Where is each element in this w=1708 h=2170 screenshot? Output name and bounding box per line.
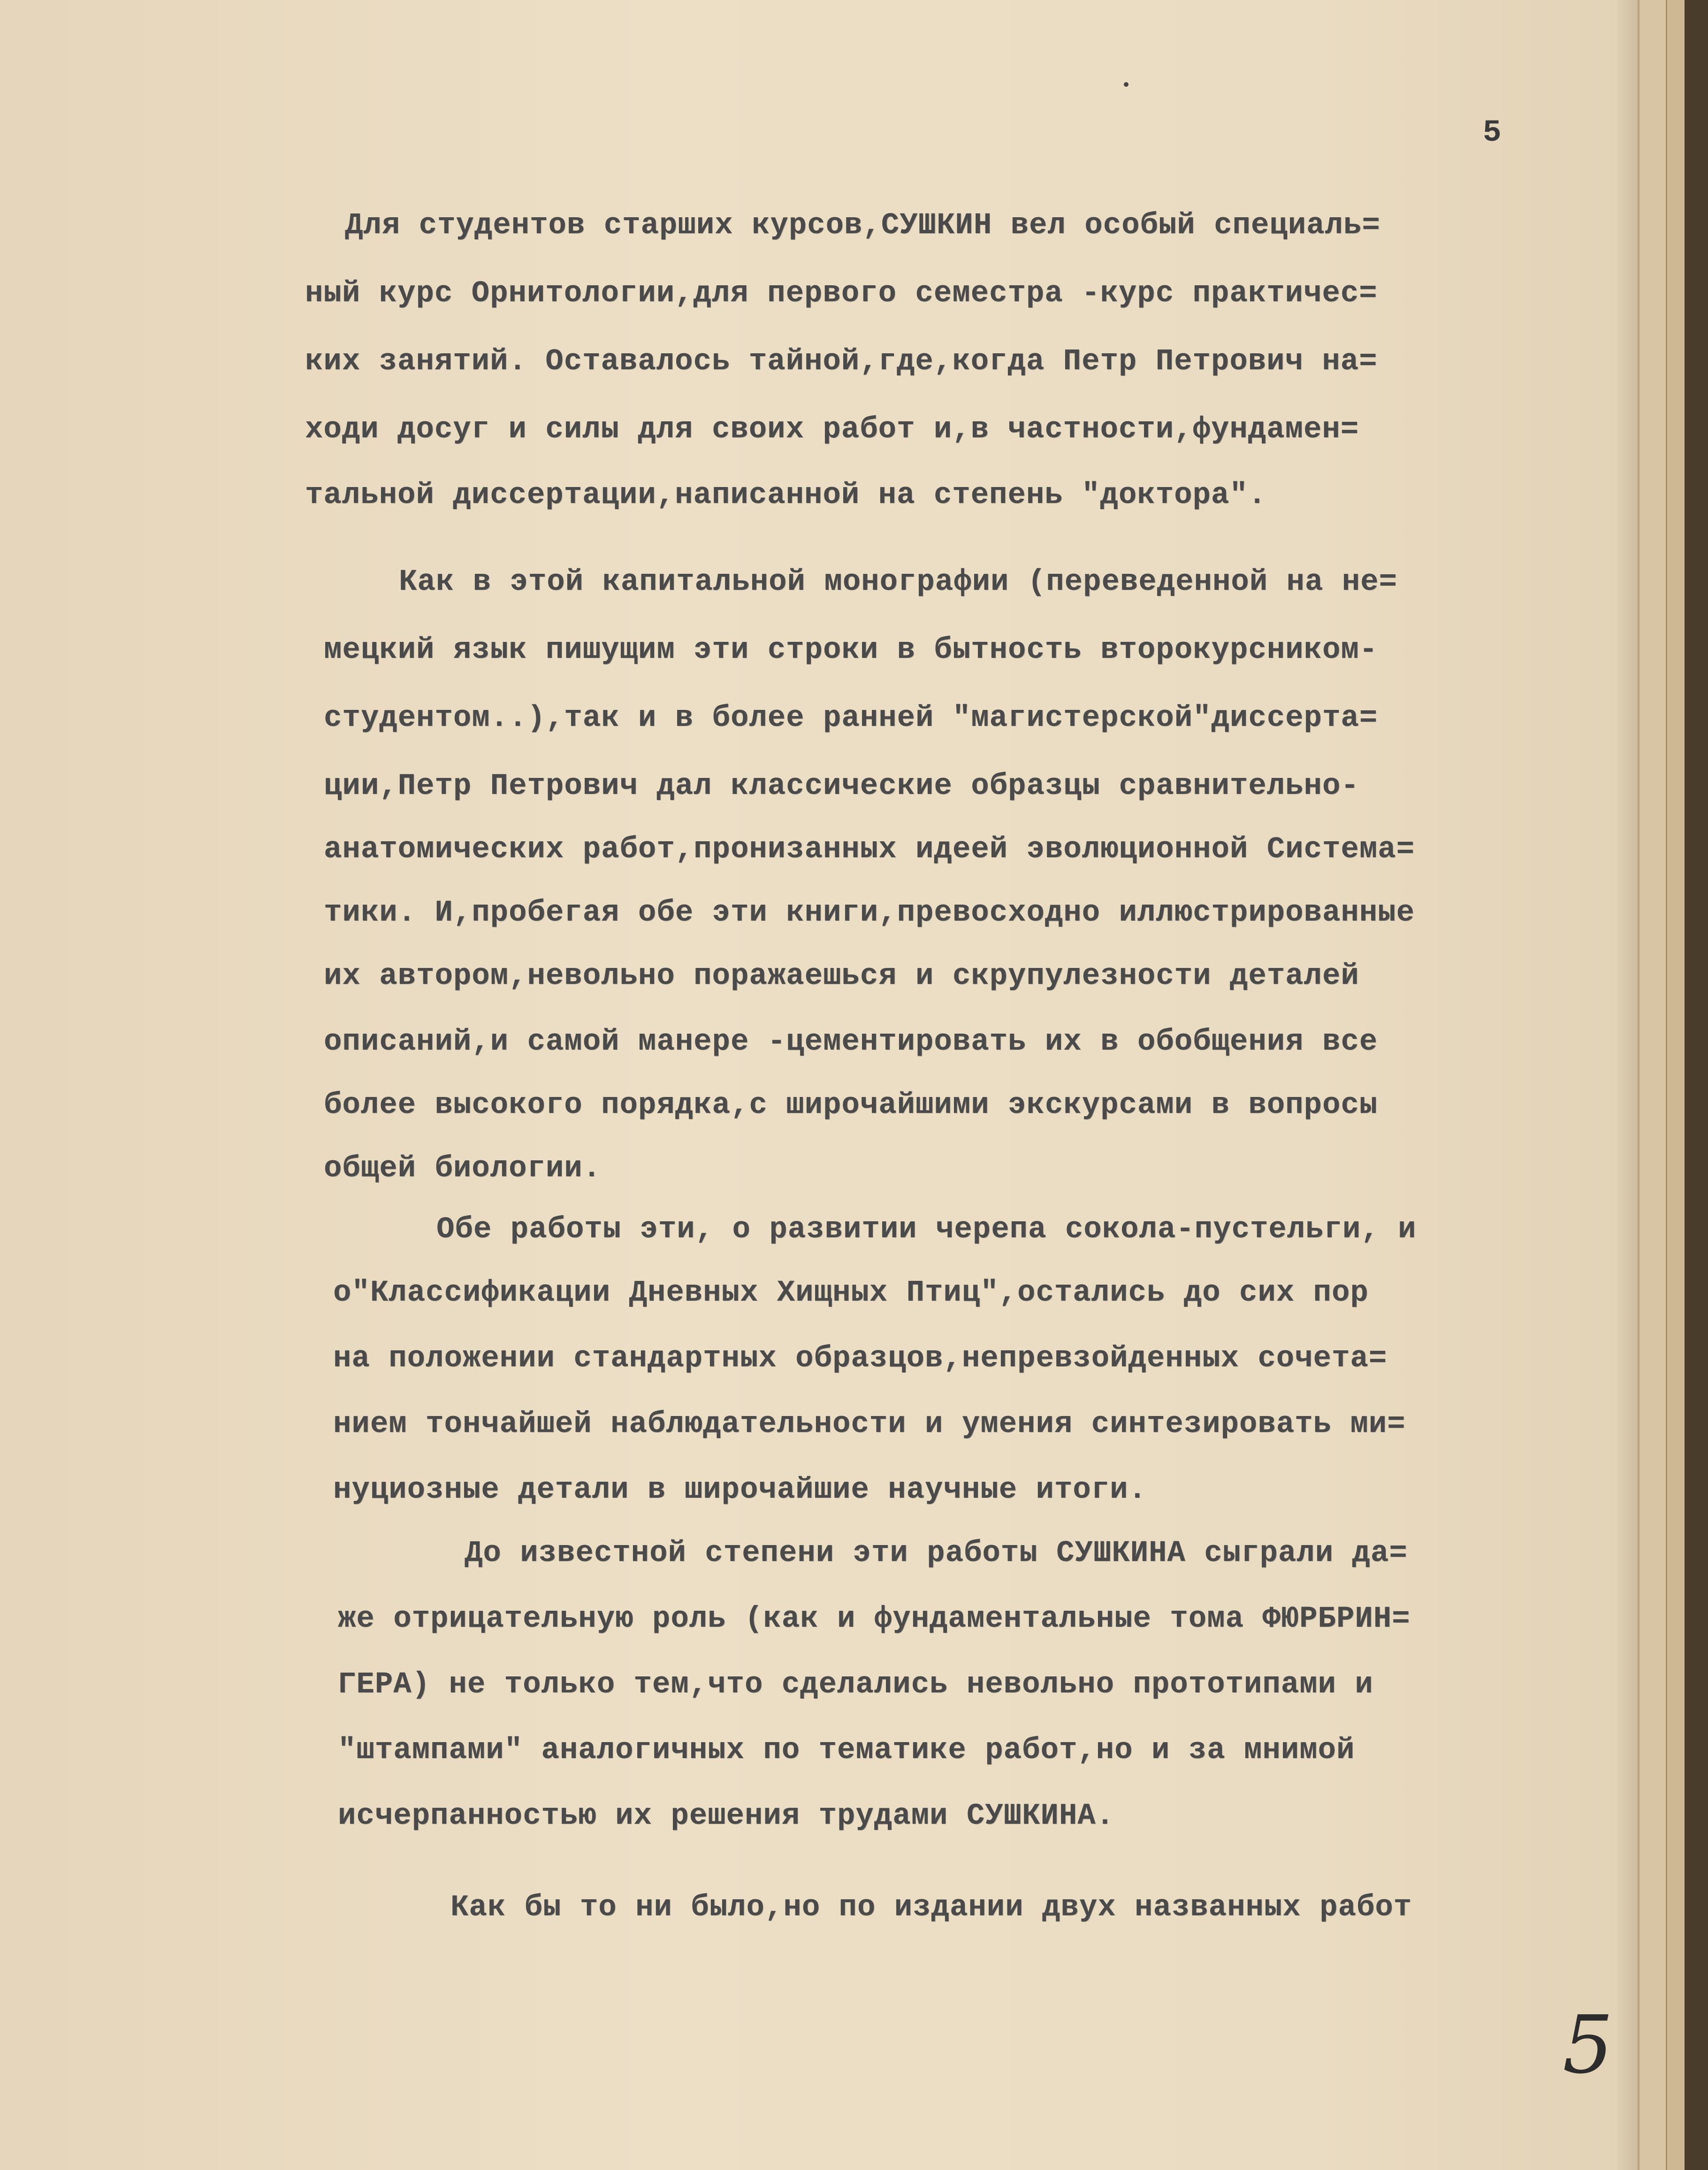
text-line: на положении стандартных образцов,непревзойденных сочета= — [333, 1342, 1388, 1376]
text-line: более высокого порядка,с широчайшими экскурсами в вопросы — [324, 1089, 1378, 1122]
handwritten-page-number: 5 — [1563, 1999, 1614, 2092]
text-line: ный курс Орнитологии,для первого семестра -курс практичес= — [305, 277, 1378, 311]
text-line: нием тончайшей наблюдательности и умения синтезировать ми= — [333, 1408, 1406, 1441]
text-line: Для студентов старших курсов,СУШКИН вел особый специаль= — [345, 209, 1380, 243]
underlying-sheet-edge — [1666, 0, 1686, 2170]
text-line: До известной степени эти работы СУШКИНА сыграли да= — [465, 1537, 1408, 1570]
text-line: о"Классификации Дневных Хищных Птиц",остались до сих пор — [333, 1276, 1369, 1310]
text-line: ГЕРА) не только тем,что сделались невольно прототипами и — [338, 1668, 1373, 1702]
text-line: "штампами" аналогичных по тематике работ,но и за мнимой — [338, 1734, 1355, 1767]
text-line: описаний,и самой манере -цементировать их в обобщения все — [324, 1025, 1378, 1059]
text-line: исчерпанностью их решения трудами СУШКИНА. — [338, 1799, 1115, 1833]
text-line: нуциозные детали в широчайшие научные итоги. — [333, 1473, 1147, 1507]
text-line: анатомических работ,пронизанных идеей эволюционной Система= — [324, 833, 1415, 867]
underlying-sheet-edge — [1638, 0, 1668, 2170]
ink-speck — [1124, 82, 1128, 87]
page-number: 5 — [1483, 115, 1502, 150]
text-line: Как в этой капитальной монографии (переведенной на не= — [399, 565, 1397, 599]
text-line: ции,Петр Петрович дал классические образцы сравнительно- — [324, 769, 1359, 803]
text-line: ходи досуг и силы для своих работ и,в частности,фундамен= — [305, 413, 1359, 447]
text-line: же отрицательную роль (как и фундаментальные тома ФЮРБРИН= — [338, 1602, 1411, 1636]
text-line: тальной диссертации,написанной на степень "доктора". — [305, 479, 1267, 512]
binding-background — [1685, 0, 1708, 2170]
text-line: студентом..),так и в более ранней "магистерской"диссерта= — [324, 701, 1378, 735]
text-line: ких занятий. Оставалось тайной,где,когда Петр Петрович на= — [305, 345, 1378, 379]
text-line: Обе работы эти, о развитии черепа сокола-пустельги, и — [436, 1213, 1417, 1247]
text-line: Как бы то ни было,но по издании двух названных работ — [450, 1891, 1412, 1925]
text-line: мецкий язык пишущим эти строки в бытность второкурсником- — [324, 633, 1378, 667]
text-line: общей биологии. — [324, 1152, 602, 1186]
text-line: их автором,невольно поражаешься и скрупулезности деталей — [324, 959, 1359, 993]
text-line: тики. И,пробегая обе эти книги,превосходно иллюстрированные — [324, 896, 1415, 930]
